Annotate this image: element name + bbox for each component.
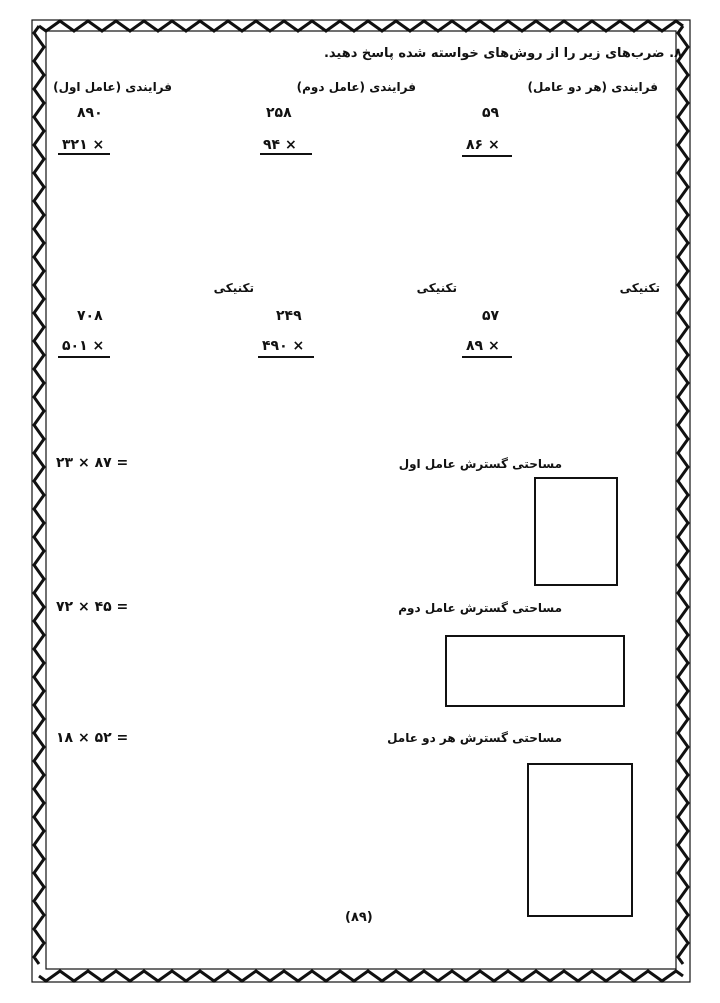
problem-5-bottom: ۴۹۰ ×: [262, 338, 305, 354]
problem-4-top: ۵۷: [482, 308, 500, 324]
problem-3-top: ۸۹۰: [77, 105, 103, 121]
area-box-first: [534, 477, 618, 586]
problem-5-top: ۲۴۹: [276, 308, 302, 324]
problem-2-underline: [260, 153, 312, 155]
page-number: (۸۹): [345, 910, 373, 925]
problem-4-bottom: ۸۹ ×: [466, 338, 500, 354]
border-zigzag: [34, 26, 44, 964]
problem-2-bottom: ۹۴ ×: [263, 137, 297, 153]
problem-6-top: ۷۰۸: [77, 308, 103, 324]
problem-6-bottom: ۵۰۱ ×: [62, 338, 105, 354]
exercise-title: ۸. ضرب‌های زیر را از روش‌های خواسته شده پاسخ دهید.: [323, 46, 682, 61]
header-first-factor: فرایندی (عامل اول): [53, 80, 172, 94]
problem-1-top: ۵۹: [482, 105, 500, 121]
header-technical-2: تکنیکی: [416, 281, 457, 295]
problem-5-underline: [258, 356, 314, 358]
problem-4-underline: [462, 356, 512, 358]
border-zigzag: [39, 21, 683, 31]
header-second-factor: فرایندی (عامل دوم): [296, 80, 416, 94]
problem-2-top: ۲۵۸: [266, 105, 292, 121]
problem-3-underline: [58, 153, 110, 155]
problem-1-bottom: ۸۶ ×: [466, 137, 500, 153]
header-technical-3: تکنیکی: [213, 281, 254, 295]
area-box-both: [527, 763, 633, 917]
area-label-both: مساحتی گسترش هر دو عامل: [387, 731, 562, 745]
area-label-first: مساحتی گسترش عامل اول: [398, 457, 562, 471]
area-expr-both: ۱۸ × ۵۲ =: [56, 730, 129, 746]
problem-1-underline: [462, 155, 512, 157]
area-box-second: [445, 635, 625, 707]
border-zigzag: [678, 26, 688, 964]
border-zigzag: [39, 971, 683, 981]
area-expr-second: ۷۲ × ۴۵ =: [56, 599, 129, 615]
header-technical-1: تکنیکی: [619, 281, 660, 295]
header-both-factors: فرایندی (هر دو عامل): [527, 80, 658, 94]
area-label-second: مساحتی گسترش عامل دوم: [398, 601, 562, 615]
area-expr-first: ۲۳ × ۸۷ =: [56, 455, 129, 471]
problem-3-bottom: ۳۲۱ ×: [62, 137, 105, 153]
problem-6-underline: [58, 356, 110, 358]
